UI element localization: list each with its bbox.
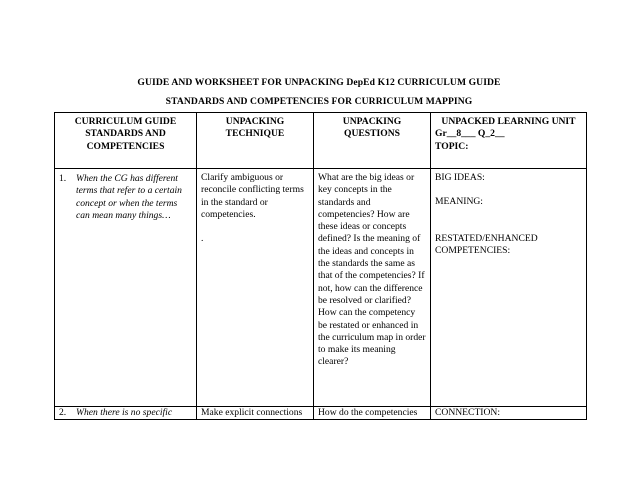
row1-big-ideas: BIG IDEAS: bbox=[435, 172, 485, 183]
row2-technique-cell: Make explicit connections bbox=[197, 407, 314, 420]
row1-technique-text: Clarify ambiguous or reconcile conflicting terms in the standard or competencies. bbox=[201, 172, 304, 220]
document-title: GUIDE AND WORKSHEET FOR UNPACKING DepEd K12 CURRICULUM GUIDE bbox=[137, 77, 501, 88]
row1-guide-cell bbox=[55, 169, 197, 407]
row2-questions-cell: How do the competencies bbox=[314, 407, 431, 420]
table-row bbox=[55, 169, 587, 407]
table-row bbox=[55, 407, 587, 420]
header-unpacked-learning-unit bbox=[431, 113, 587, 169]
row2-number: 2. bbox=[59, 407, 67, 418]
header-unpacking-questions: UNPACKING QUESTIONS bbox=[314, 113, 431, 169]
row1-questions-cell bbox=[314, 169, 431, 407]
row1-technique-cell bbox=[197, 169, 314, 407]
header-topic: TOPIC: bbox=[435, 140, 469, 152]
row1-restated: RESTATED/ENHANCED COMPETENCIES: bbox=[435, 232, 538, 256]
header-unpacking-technique: UNPACKING TECHNIQUE bbox=[197, 113, 314, 169]
row2-connection-cell: CONNECTION: bbox=[431, 407, 587, 420]
table-header-row bbox=[55, 113, 587, 169]
document-subtitle: STANDARDS AND COMPETENCIES FOR CURRICULUM MAPPING bbox=[165, 96, 473, 107]
row2-guide-cell bbox=[55, 407, 197, 420]
row1-technique-mark: . bbox=[201, 233, 204, 245]
row1-number: 1. bbox=[59, 173, 67, 184]
row1-meaning: MEANING: bbox=[435, 196, 483, 208]
row1-guide-text: When the CG has different terms that refer to a certain concept or when the terms can mean many things… bbox=[76, 173, 182, 221]
header-curriculum-guide: CURRICULUM GUIDE STANDARDS AND COMPETENCIES bbox=[55, 113, 197, 169]
unpacking-worksheet-table bbox=[54, 112, 587, 420]
row1-unit-cell bbox=[431, 169, 587, 407]
header-unit-title: UNPACKED LEARNING UNIT bbox=[441, 116, 576, 127]
row2-guide-text: When there is no specific bbox=[76, 407, 173, 418]
header-grade-quarter: Gr__8___ Q_2__ bbox=[435, 128, 505, 140]
row1-questions-text: What are the big ideas or key concepts in the standards and competencies? How are these ideas or concepts defined? Is the meaning of the ideas and concepts in the standards the same as that of the competencies? If not, how can the difference be resolved or clarified? How can the competency be restated or enhanced in the curriculum map in order to make its meaning clearer? bbox=[318, 172, 426, 368]
